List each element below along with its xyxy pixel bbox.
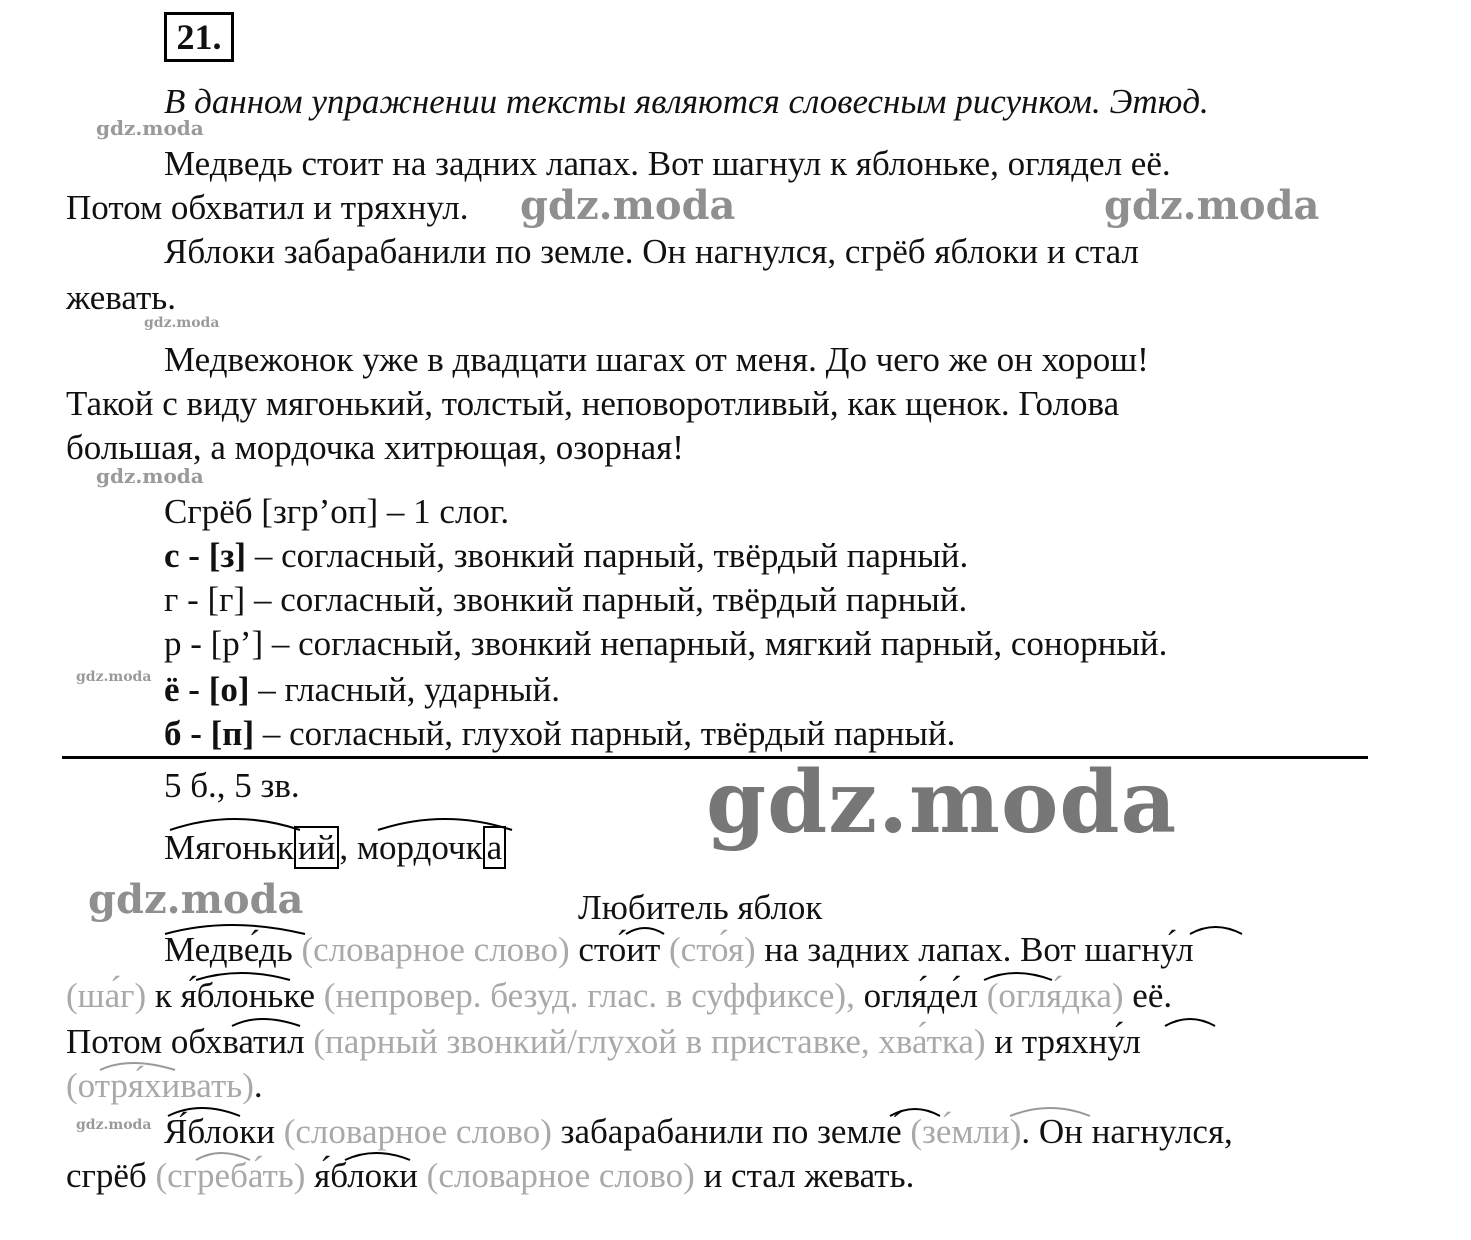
spelling-word: сто́ит — [578, 930, 661, 969]
root-arc — [626, 928, 664, 934]
phonetic-letter: с - [з] — [164, 536, 247, 575]
spelling-hint: (словарное слово) — [292, 930, 579, 969]
text-line-1: Медведь стоит на задних лапах. Вот шагнул к яблоньке, оглядел её. — [164, 144, 1171, 183]
root-arc — [890, 1109, 940, 1116]
spelling-text: к — [146, 976, 181, 1015]
spelling-hint: (ша́г) — [66, 976, 147, 1015]
watermark: gdz.moda — [88, 876, 304, 923]
watermark: gdz.moda — [96, 116, 204, 140]
phonetic-desc: – согласный, звонкий парный, твёрдый парный. — [246, 536, 969, 575]
spelling-hint: (отря́хивать) — [66, 1066, 254, 1105]
spelling-text: . Он нагнулся, — [1021, 1112, 1233, 1151]
spelling-text: Потом — [66, 1022, 171, 1061]
spelling-word: земле́ — [817, 1112, 902, 1151]
morpheme-stem: мордочк — [356, 828, 483, 867]
phonetic-letter: г - [г] — [164, 580, 246, 619]
spelling-text: и стал жевать. — [694, 1156, 915, 1195]
root-arc — [1010, 1108, 1090, 1116]
root-arc — [165, 925, 305, 934]
root-arc — [232, 1019, 300, 1026]
story-title: Любитель яблок — [578, 888, 823, 927]
text-line-4: жевать. — [66, 278, 176, 317]
spelling-word: обхватил — [170, 1022, 305, 1061]
phonetic-header: Сгрёб [згр’оп] – 1 слог. — [164, 492, 510, 531]
phonetic-desc: – согласный, звонкий парный, твёрдый парный. — [245, 580, 968, 619]
phonetic-letter: б - [п] — [164, 714, 255, 753]
spelling-hint: (словарное слово) — [274, 1112, 561, 1151]
spelling-word: сгрёб — [66, 1156, 147, 1195]
text-line-5: Медвежонок уже в двадцати шагах от меня. До чего же он хорош! — [164, 340, 1149, 379]
spelling-word: Медве́дь — [164, 930, 293, 969]
watermark: gdz.moda — [76, 1117, 152, 1133]
phonetic-desc: – согласный, звонкий непарный, мягкий парный, сонорный. — [263, 624, 1168, 663]
root-arc — [170, 819, 300, 830]
text-line-7: большая, а мордочка хитрющая, озорная! — [66, 428, 684, 467]
spelling-word: шагну́л — [1084, 930, 1194, 969]
watermark: gdz.moda — [706, 752, 1178, 853]
phonetic-summary: 5 б., 5 зв. — [164, 766, 300, 805]
phonetic-desc: – согласный, глухой парный, твёрдый парный. — [254, 714, 956, 753]
root-arc — [345, 1153, 410, 1160]
root-arc — [1165, 1019, 1215, 1026]
text-line-3: Яблоки забарабанили по земле. Он нагнулся, сгрёб яблоки и стал — [164, 232, 1139, 271]
morpheme-stem: Мягоньк — [164, 828, 294, 867]
root-arc — [168, 1108, 240, 1116]
text-line-2: Потом обхватил и тряхнул. — [66, 188, 469, 227]
spelling-text: и — [985, 1022, 1022, 1061]
watermark: gdz.moda — [520, 182, 736, 229]
phonetic-letter: ё - [о] — [164, 670, 250, 709]
morpheme-ending: ий — [294, 826, 339, 869]
spelling-text: забарабанили по — [560, 1112, 818, 1151]
morpheme-ending: а — [483, 826, 507, 869]
phonetic-letter: р - [р’] — [164, 624, 264, 663]
text-line-6: Такой с виду мягонький, толстый, неповоротливый, как щенок. Голова — [66, 384, 1120, 423]
spelling-word: я́блоньке — [180, 976, 316, 1015]
root-arc — [984, 973, 1052, 980]
spelling-hint: (сто́я) — [660, 930, 756, 969]
root-arc — [1190, 927, 1242, 934]
spelling-word: я́блоки — [314, 1156, 418, 1195]
spelling-hint: (парный звонкий/глухой в приставке, хва́тка) — [304, 1022, 986, 1061]
spelling-word: огля́де́л — [863, 976, 979, 1015]
spelling-text: на задних лапах. Вот — [755, 930, 1085, 969]
watermark: gdz.moda — [96, 464, 204, 488]
spelling-hint: (огля́дка) — [978, 976, 1124, 1015]
root-arc — [196, 1153, 250, 1160]
watermark: gdz.moda — [76, 669, 152, 685]
intro-text: В данном упражнении тексты являются словесным рисунком. Этюд. — [164, 82, 1209, 121]
morpheme-comma: , — [339, 828, 349, 867]
spelling-word: Я́блоки — [164, 1112, 275, 1151]
root-arc — [378, 819, 512, 830]
root-arc — [100, 1063, 175, 1070]
spelling-text: её. — [1123, 976, 1173, 1015]
root-arc — [196, 973, 290, 980]
watermark: gdz.moda — [144, 315, 220, 331]
spelling-hint: (сгреба́ть) — [146, 1156, 306, 1195]
phonetic-desc: – гласный, ударный. — [249, 670, 560, 709]
spelling-hint: (словарное слово) — [417, 1156, 695, 1195]
spelling-hint: (непровер. безуд. глас. в суффиксе), — [315, 976, 864, 1015]
spelling-word: тряхну́л — [1021, 1022, 1141, 1061]
spelling-hint: (зе́мли) — [901, 1112, 1022, 1151]
watermark: gdz.moda — [1104, 182, 1320, 229]
spelling-text: . — [253, 1066, 263, 1105]
exercise-number: 21. — [164, 12, 234, 62]
